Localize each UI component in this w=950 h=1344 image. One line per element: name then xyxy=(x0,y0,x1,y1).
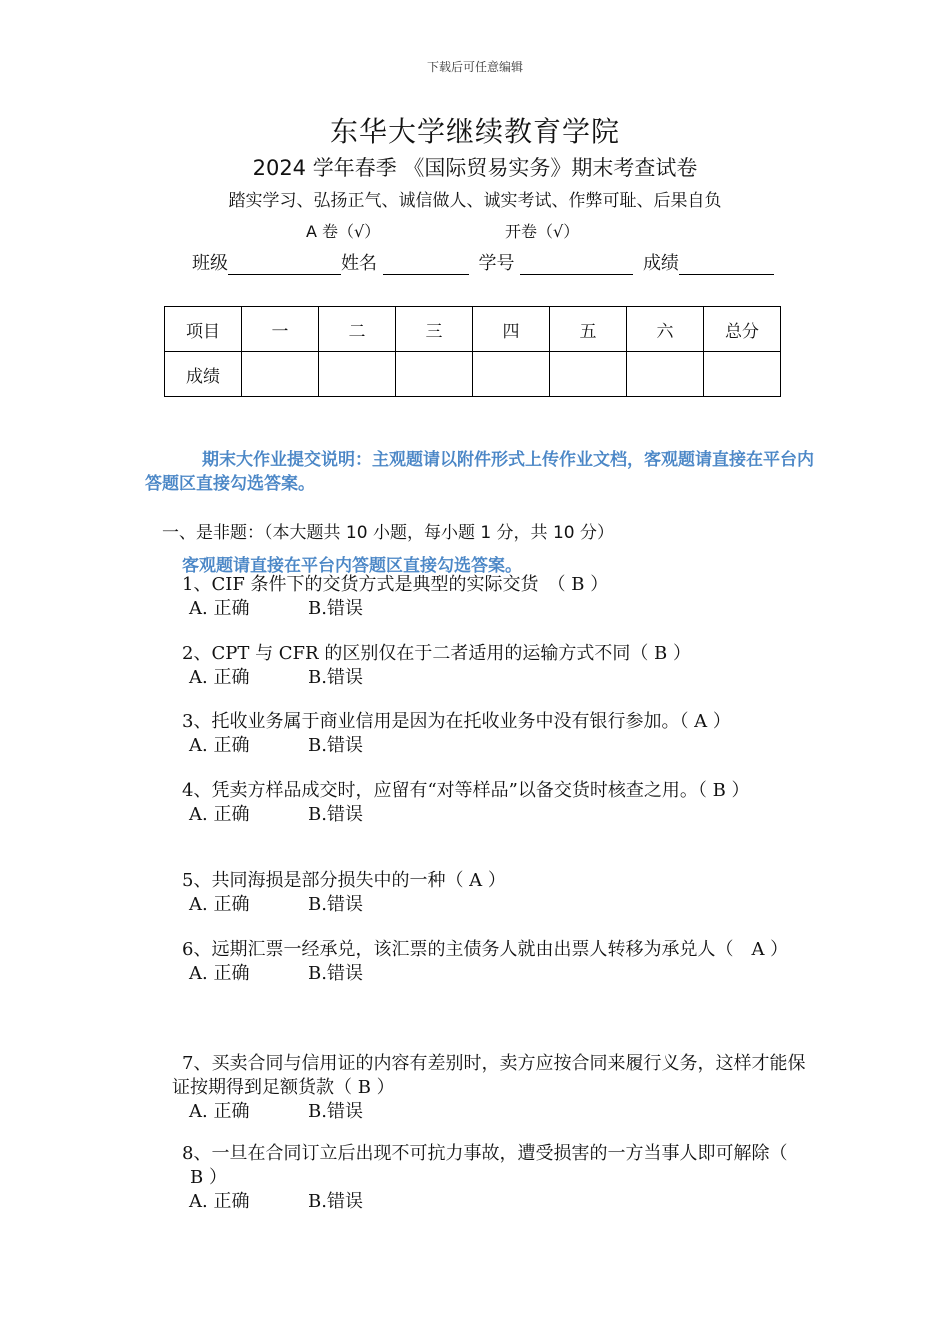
score-table-header-cell: 六 xyxy=(627,307,704,352)
question-item xyxy=(172,938,817,986)
question-stem: 3、托收业务属于商业信用是因为在托收业务中没有银行参加。（ A ） xyxy=(182,711,731,732)
option-a[interactable]: A. 正确 xyxy=(189,667,250,688)
option-a[interactable]: A. 正确 xyxy=(189,1191,250,1212)
option-b[interactable]: B.错误 xyxy=(308,804,363,825)
score-cell[interactable] xyxy=(242,352,319,397)
option-a[interactable]: A. 正确 xyxy=(189,963,250,984)
option-a[interactable]: A. 正确 xyxy=(189,598,250,619)
question-stem: 7、买卖合同与信用证的内容有差别时，卖方应按合同来履行义务，这样才能保证按期得到足额货款（ B ） xyxy=(172,1053,806,1098)
option-b[interactable]: B.错误 xyxy=(308,963,363,984)
score-cell[interactable] xyxy=(473,352,550,397)
score-row-label: 成绩 xyxy=(165,352,242,397)
score-cell[interactable] xyxy=(396,352,473,397)
student-id-field[interactable] xyxy=(520,254,633,275)
question-stem: 6、远期汇票一经承兑，该汇票的主债务人就由出票人转移为承兑人（ A ） xyxy=(182,939,789,960)
question-stem: 1、CIF 条件下的交货方式是典型的实际交货 （ B ） xyxy=(182,574,609,595)
score-table-header-cell: 二 xyxy=(319,307,396,352)
option-a[interactable]: A. 正确 xyxy=(189,735,250,756)
section-hint: 客观题请直接在平台内答题区直接勾选答案。 xyxy=(182,556,522,576)
submission-note: 期末大作业提交说明：主观题请以附件形式上传作业文档，客观题请直接在平台内答题区直接勾选答案。 xyxy=(145,450,814,494)
paper-type: A 卷（√） xyxy=(306,222,381,241)
option-a[interactable]: A. 正确 xyxy=(189,894,250,915)
score-cell[interactable] xyxy=(319,352,396,397)
school-name: 东华大学继续教育学院 xyxy=(329,115,620,148)
question-item xyxy=(162,573,817,621)
option-a[interactable]: A. 正确 xyxy=(189,1101,250,1122)
score-table-header-cell: 四 xyxy=(473,307,550,352)
score-table-score-row xyxy=(165,352,781,397)
score-table-header-cell: 五 xyxy=(550,307,627,352)
score-table-header-cell: 项目 xyxy=(165,307,242,352)
score-cell[interactable] xyxy=(704,352,781,397)
class-field[interactable] xyxy=(228,254,341,275)
motto: 踏实学习、弘扬正气、诚信做人、诚实考试、作弊可耻、后果自负 xyxy=(228,191,722,211)
name-label: 姓名 xyxy=(341,253,377,274)
option-b[interactable]: B.错误 xyxy=(308,598,363,619)
option-b[interactable]: B.错误 xyxy=(308,1101,363,1122)
student-id-label: 学号 xyxy=(478,253,515,274)
question-item xyxy=(172,1052,817,1124)
score-cell[interactable] xyxy=(627,352,704,397)
option-a[interactable]: A. 正确 xyxy=(189,804,250,825)
option-b[interactable]: B.错误 xyxy=(308,735,363,756)
score-table xyxy=(164,306,781,397)
open-book-type: 开卷（√） xyxy=(505,222,580,241)
name-field[interactable] xyxy=(383,254,469,275)
score-table-header-cell: 三 xyxy=(396,307,473,352)
score-table-header-cell: 一 xyxy=(242,307,319,352)
question-item xyxy=(162,642,817,690)
class-label: 班级 xyxy=(192,253,228,274)
section-title: 一、是非题：（本大题共 10 小题，每小题 1 分，共 10 分） xyxy=(162,523,615,543)
exam-title: 2024 学年春季 《国际贸易实务》期末考查试卷 xyxy=(252,156,698,180)
student-info-row xyxy=(192,249,774,275)
option-b[interactable]: B.错误 xyxy=(308,1191,363,1212)
score-table-header-cell: 总分 xyxy=(704,307,781,352)
option-b[interactable]: B.错误 xyxy=(308,894,363,915)
question-item xyxy=(162,779,812,827)
question-stem: 4、凭卖方样品成交时，应留有“对等样品”以备交货时核查之用。（ B ） xyxy=(182,780,750,801)
header-note: 下载后可任意编辑 xyxy=(426,60,523,74)
score-label: 成绩 xyxy=(642,253,679,274)
score-cell[interactable] xyxy=(550,352,627,397)
score-table-header-row xyxy=(165,307,781,352)
question-item xyxy=(162,710,817,758)
option-b[interactable]: B.错误 xyxy=(308,667,363,688)
score-field[interactable] xyxy=(679,254,774,275)
question-stem: 8、一旦在合同订立后出现不可抗力事故，遭受损害的一方当事人即可解除（ B ） xyxy=(182,1143,788,1188)
question-item xyxy=(162,1142,792,1214)
question-stem: 5、共同海损是部分损失中的一种（ A ） xyxy=(182,870,506,891)
question-stem: 2、CPT 与 CFR 的区别仅在于二者适用的运输方式不同（ B ） xyxy=(182,643,691,664)
question-item xyxy=(162,869,817,917)
